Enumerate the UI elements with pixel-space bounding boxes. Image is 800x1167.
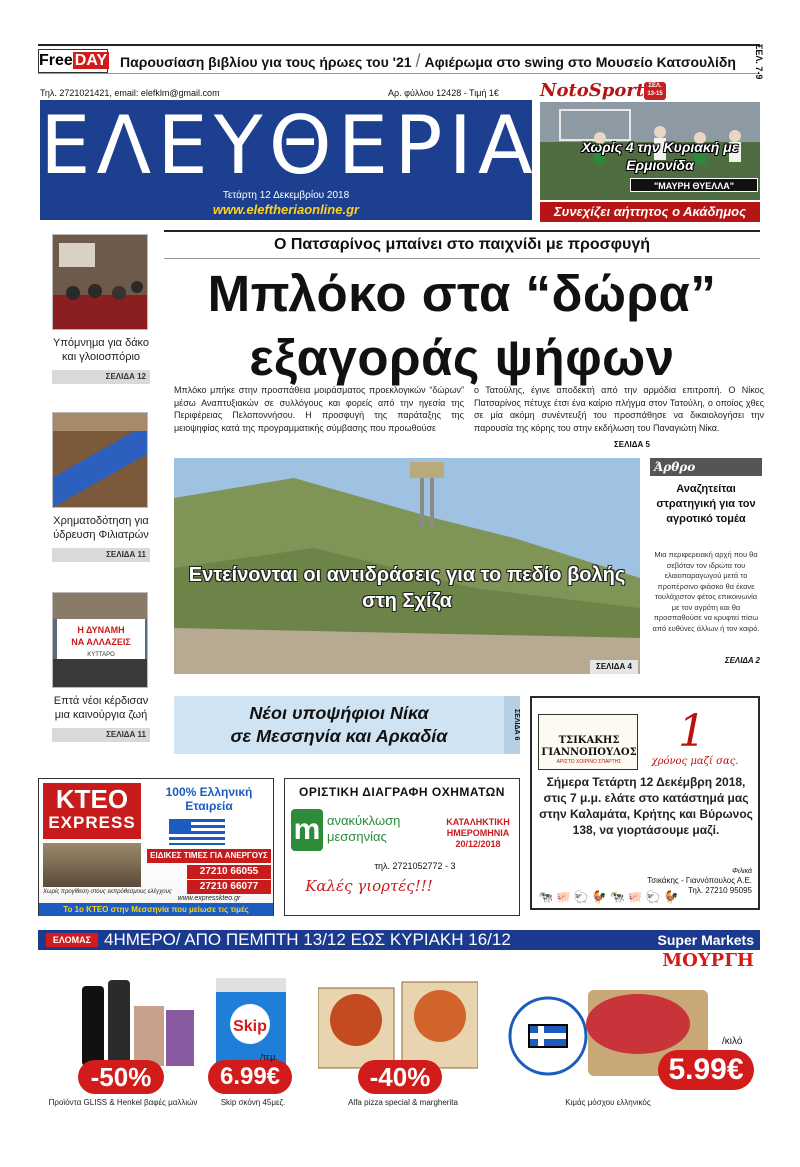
website-link[interactable]: www.eleftheriaonline.gr bbox=[212, 202, 360, 217]
tsikakis-phone[interactable]: Τηλ. 27210 95095 bbox=[688, 886, 752, 895]
kteo-phone-1[interactable]: 27210 66055 bbox=[187, 865, 271, 879]
recycling-wishes: Καλές γιορτές!!! bbox=[305, 877, 433, 895]
candidates-line2: σε Μεσσηνία και Αρκαδία bbox=[230, 726, 448, 746]
svg-text:ΚΥΤΤΑΡΟ: ΚΥΤΤΑΡΟ bbox=[87, 652, 115, 658]
tsikakis-subtitle: ΑΡΙΣΤΟ ΧΟΙΡΙΝΟ ΣΠΑΡΤΗΣ bbox=[556, 759, 622, 765]
left-story-water[interactable] bbox=[52, 412, 150, 562]
kteo-logo-top: ΚΤΕΟ bbox=[55, 784, 129, 814]
ad-kteo-express[interactable] bbox=[38, 778, 274, 916]
ad-tsikakis[interactable] bbox=[530, 696, 760, 910]
notosport-page-ref: ΣΕΛ. 13-15 bbox=[644, 82, 666, 100]
kteo-logo-bottom: EXPRESS bbox=[48, 813, 136, 832]
candidates-page-ref: ΣΕΛΙΔΑ 6 bbox=[504, 696, 520, 754]
meeting-photo bbox=[52, 234, 148, 330]
notosport-box[interactable] bbox=[540, 80, 760, 222]
kteo-website[interactable]: www.expresskteo.gr bbox=[177, 895, 241, 902]
ad-recycling[interactable] bbox=[284, 778, 520, 916]
svg-text:Skip: Skip bbox=[233, 1018, 267, 1035]
freeday-logo-day: DAY bbox=[74, 52, 108, 69]
teaser-page-ref: ΣΕΛ. 7-9 bbox=[754, 44, 764, 80]
issue-date: Τετάρτη 12 Δεκεμβρίου 2018 bbox=[222, 190, 350, 201]
product-unit: /τεμ. bbox=[260, 1052, 278, 1062]
kteo-claim: 100% Ελληνική Εταιρεία bbox=[165, 785, 253, 813]
water-pipe-image bbox=[53, 413, 148, 508]
banner-photo bbox=[52, 592, 148, 688]
top-teasers[interactable] bbox=[120, 50, 736, 73]
greek-flag-icon bbox=[169, 819, 225, 845]
newspaper-title: ΕΛΕΥΘΕΡΙΑ bbox=[40, 99, 539, 192]
product-caption: Προϊόντα GLISS & Henkel βαφές μαλλιών bbox=[48, 1098, 198, 1107]
left-story-page-ref: ΣΕΛΙΔΑ 12 bbox=[52, 370, 150, 384]
farm-animals-icon: 🐄🐖🐑🐓🐄🐖🐑🐓 bbox=[538, 890, 682, 904]
freeday-logo bbox=[38, 49, 108, 73]
teaser-book[interactable]: Παρουσίαση βιβλίου για τους ήρωες του '21 bbox=[120, 54, 412, 70]
left-story-youth[interactable] bbox=[52, 592, 150, 742]
lead-kicker: Ο Πατσαρίνος μπαίνει στο παιχνίδι με προσφυγή bbox=[164, 230, 760, 259]
freeday-logo-free: Free bbox=[39, 52, 73, 69]
left-story-dakos[interactable] bbox=[52, 234, 150, 384]
tsikakis-sign-greeting: Φιλικά bbox=[732, 868, 752, 875]
meeting-image bbox=[53, 235, 148, 330]
notosport-tag: "ΜΑΥΡΗ ΘΥΕΛΛΑ" bbox=[630, 178, 758, 192]
kteo-promo: ΕΙΔΙΚΕΣ ΤΙΜΕΣ ΓΙΑ ΑΝΕΡΓΟΥΣ bbox=[147, 849, 271, 863]
product-caption: Skip σκόνη 45μεζ. bbox=[220, 1098, 286, 1107]
kteo-note: Χωρίς προγίθεση στους εκπρόθεσμους ελέγχους bbox=[43, 889, 172, 895]
product-caption: Alfa pizza special & margherita bbox=[348, 1098, 458, 1107]
recycling-name bbox=[327, 813, 437, 845]
lead-page-ref: ΣΕΛΙΔΑ 5 bbox=[614, 440, 650, 449]
lead-body-col1: Μπλόκο μπήκε στην προσπάθεια μοιράσματος προεκλογικών “δώρων” μέσω Αναπτυξιακών σε συλλόγους και φορείς από την ηγεσία της Περιφέρειας Πελοποννήσου. Η προσφυγή της παράταξης της μειοψηφίας κατά της προγραμματικής σύμβασης που προωθούσε bbox=[174, 385, 464, 433]
lead-headline[interactable]: Μπλόκο στα “δώρα” εξαγοράς ψήφων bbox=[207, 265, 717, 386]
product-caption: Κιμάς μόσχου ελληνικός bbox=[565, 1098, 651, 1107]
kteo-building-photo bbox=[43, 843, 141, 887]
photo-story-page-ref: ΣΕΛΙΔΑ 4 bbox=[590, 660, 638, 674]
recycling-name-line1: ανακύκλωση bbox=[327, 813, 401, 828]
left-story-caption: Υπόμνημα για δάκο και γλοιοσπόριο bbox=[52, 337, 150, 363]
svg-text:ΝΑ ΑΛΛΑΖΕΙΣ: ΝΑ ΑΛΛΑΖΕΙΣ bbox=[71, 637, 131, 647]
product-price: -50% bbox=[78, 1060, 164, 1094]
left-story-page-ref: ΣΕΛΙΔΑ 11 bbox=[52, 548, 150, 562]
tsikakis-name: ΤΣΙΚΑΚΗΣ ΓΙΑΝΝΟΠΟΥΛΟΣ bbox=[541, 735, 637, 758]
left-story-caption: Χρηματοδότηση για ύδρευση Φιλιατρών bbox=[53, 515, 149, 541]
kteo-logo bbox=[43, 783, 141, 839]
tsikakis-logo bbox=[538, 714, 638, 770]
candidates-headline bbox=[174, 702, 504, 748]
masthead bbox=[40, 99, 539, 220]
elomas-logo: ΕΛΟΜΑΣ bbox=[46, 933, 98, 947]
product-price: 6.99€ bbox=[208, 1060, 292, 1094]
recycling-logo-icon: m bbox=[291, 809, 323, 851]
svg-text:Η ΔΥΝΑΜΗ: Η ΔΥΝΑΜΗ bbox=[77, 625, 125, 635]
pipe-photo bbox=[52, 412, 148, 508]
candidates-story[interactable] bbox=[174, 696, 520, 754]
teaser-divider: / bbox=[415, 51, 421, 71]
recycling-name-line2: μεσσηνίας bbox=[327, 829, 387, 844]
supermarket-brand-line1: Super Markets bbox=[657, 932, 754, 948]
notosport-logo: NotoSport bbox=[540, 80, 645, 101]
protest-banner-image bbox=[53, 593, 148, 688]
left-story-caption: Επτά νέοι κέρδισαν μια καινούργια ζωή bbox=[53, 695, 149, 721]
teaser-swing[interactable]: Αφιέρωμα στο swing στο Μουσείο Κατσουλίδη bbox=[424, 54, 736, 70]
article-body: Μια περιφερειακή αρχή που θα σεβόταν τον ιδρώτα του ελαιοπαραγωγού μετά το προπέρσινο φιάσκο θα έκανε τουλάχιστον φέτος επικοινωνία με τον αγρότη και θα προσπαθούσε να κρυφτεί πίσω από ευθύνες άλλων ή τον καιρό. bbox=[652, 550, 760, 633]
notosport-headline[interactable]: Χωρίς 4 την Κυριακή με Ερμιονίδα bbox=[581, 139, 739, 173]
recycling-title: ΟΡΙΣΤΙΚΗ ΔΙΑΓΡΑΦΗ ΟΧΗΜΑΤΩΝ bbox=[299, 785, 505, 799]
anniversary-text: χρόνος μαζί σας. bbox=[651, 756, 739, 767]
ad-supermarket[interactable] bbox=[38, 930, 760, 1112]
photo-story-caption: Εντείνονται οι αντιδράσεις για το πεδίο βολής στη Σχίζα bbox=[188, 564, 626, 612]
schiza-photo-story[interactable] bbox=[174, 458, 640, 674]
product-price: -40% bbox=[358, 1060, 442, 1094]
lead-body-col2: ο Τατούλης, έγινε αποδεκτή από την αρμόδια επιτροπή. Ο Νίκος Πατσαρίνος πέτυχε έτσι ένα καίριο πλήγμα στον Τατούλη, ο οποίος χθες σε μία ακόμη συνέντευξή του προσπάθησε να δικαιολογήσει την παρουσία της κόρης του στην εκδήλωση του Παναγιώτη Νίκα. bbox=[474, 385, 764, 433]
supermarket-offer-period: 4ΗΜΕΡΟ/ ΑΠΟ ΠΕΜΠΤΗ 13/12 ΕΩΣ ΚΥΡΙΑΚΗ 16/12 bbox=[104, 930, 511, 949]
tsikakis-message: Σήμερα Τετάρτη 12 Δεκέμβρη 2018, στις 7 μ.μ. ελάτε στο κατάστημά μας στην Καλαμάτα, Κρήτης και Βύρωνος 138, να γιορτάσουμε μαζί. bbox=[539, 775, 753, 837]
top-teaser-bar bbox=[38, 44, 764, 80]
notosport-subheadline[interactable]: Συνεχίζει αήττητος ο Ακάδημος bbox=[540, 202, 760, 222]
article-title[interactable]: Αναζητείται στρατηγική για τον αγροτικό τομέα bbox=[656, 483, 756, 525]
supermarket-header-bar bbox=[38, 930, 760, 950]
recycling-deadline: ΚΑΤΑΛΗΚΤΙΚΗ ΗΜΕΡΟΜΗΝΙΑ 20/12/2018 bbox=[446, 817, 510, 849]
left-story-page-ref: ΣΕΛΙΔΑ 11 bbox=[52, 728, 150, 742]
kteo-footer: Το 1ο ΚΤΕΟ στην Μεσσηνία που μείωσε τις τιμές bbox=[39, 903, 273, 916]
article-page-ref: ΣΕΛΙΔΑ 2 bbox=[724, 656, 760, 665]
kteo-phone-2[interactable]: 27210 66077 bbox=[187, 880, 271, 894]
tsikakis-company: Τσικάκης - Γιαννόπουλος Α.Ε. bbox=[647, 876, 752, 885]
recycling-phone[interactable]: τηλ. 2721052772 - 3 bbox=[374, 861, 456, 871]
anniversary-number: 1 bbox=[678, 706, 706, 757]
opinion-article[interactable] bbox=[650, 458, 762, 672]
candidates-line1: Νέοι υποψήφιοι Νίκα bbox=[249, 703, 429, 723]
issue-info: Αρ. φύλλου 12428 - Τιμή 1€ bbox=[388, 88, 499, 98]
article-tag: Άρθρο bbox=[650, 458, 762, 476]
contact-info: Τηλ. 2721021421, email: elefklm@gmail.com bbox=[40, 88, 220, 98]
supermarket-brand-line2: ΜΟΥΡΓΗ bbox=[662, 950, 754, 971]
product-unit: /κιλό bbox=[722, 1036, 743, 1047]
product-price: 5.99€ bbox=[658, 1050, 754, 1090]
